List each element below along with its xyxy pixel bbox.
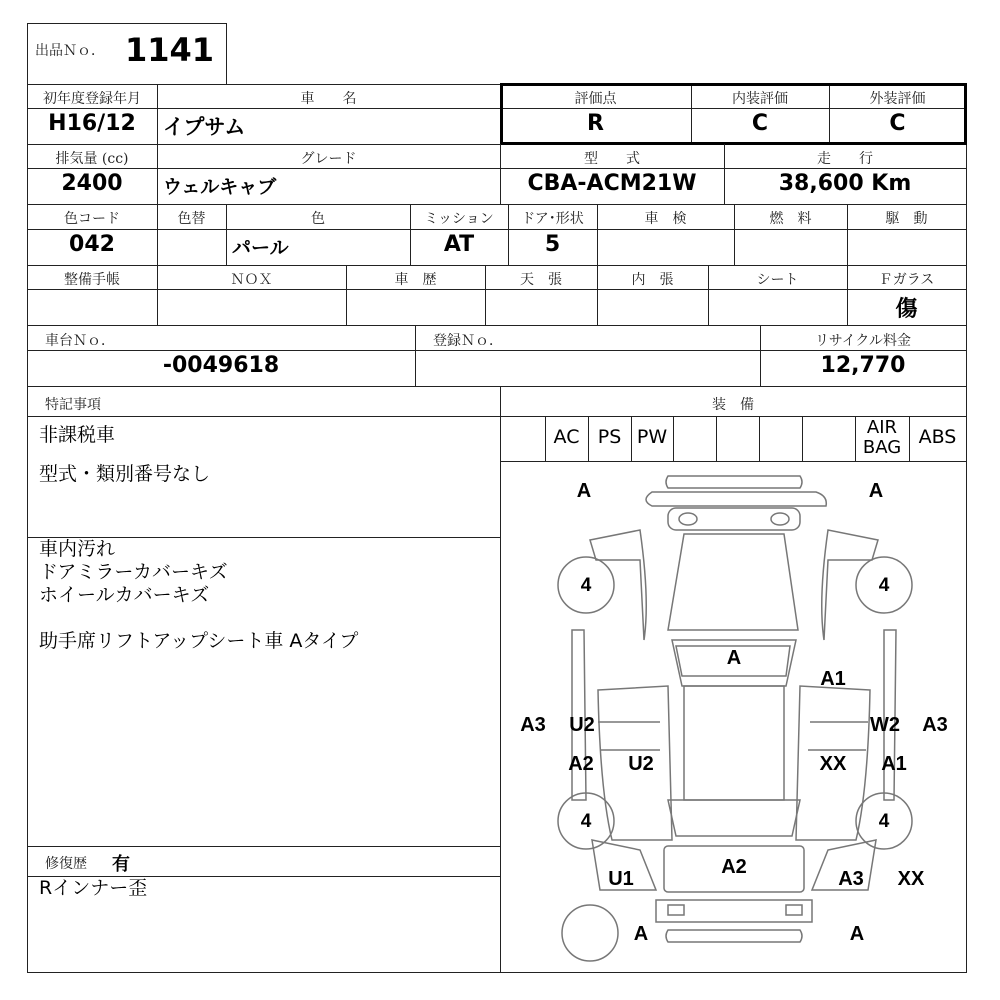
damage-mark-right-front-door: W2 bbox=[870, 714, 900, 736]
model-label: 型 式 bbox=[584, 151, 640, 167]
fglass-value: 傷 bbox=[895, 297, 918, 322]
note-line: ドアミラーカバーキズ bbox=[39, 561, 228, 583]
door-label: ドア･形状 bbox=[521, 211, 584, 227]
score-label: 評価点 bbox=[574, 91, 617, 107]
front-left-tire-depth: 4 bbox=[580, 575, 592, 596]
damage-mark-front-left: A bbox=[576, 480, 592, 502]
damage-mark-right-rear-door-b: A1 bbox=[881, 753, 907, 775]
equipment-item: ABS bbox=[918, 426, 957, 448]
equipment-label: 装 備 bbox=[712, 397, 754, 413]
repaint-label: 色替 bbox=[177, 211, 206, 227]
car-name-value: イプサム bbox=[163, 115, 246, 139]
lot-number: 1141 bbox=[125, 31, 215, 69]
chassis-label: 車台Ｎｏ． bbox=[45, 333, 115, 349]
mission-label: ミッション bbox=[424, 211, 494, 227]
notes-label: 特記事項 bbox=[45, 397, 101, 413]
repair-note: Rインナー歪 bbox=[39, 877, 148, 899]
grade-label: グレード bbox=[300, 151, 357, 167]
displacement-label: 排気量 (cc) bbox=[55, 151, 129, 167]
damage-mark-left-quarter: U1 bbox=[608, 868, 634, 890]
first-reg-label: 初年度登録年月 bbox=[43, 91, 141, 107]
nox-label: ＮＯＸ bbox=[230, 272, 273, 288]
note-line: 非課税車 bbox=[39, 424, 116, 446]
damage-mark-left-front-door: U2 bbox=[569, 714, 595, 736]
exterior-value: C bbox=[889, 111, 906, 136]
interior-value: C bbox=[751, 111, 769, 136]
damage-mark-rear-right: A bbox=[849, 923, 865, 945]
score-value: R bbox=[587, 111, 604, 136]
damage-mark-right-quarter: A3 bbox=[838, 868, 864, 890]
fglass-label: Ｆガラス bbox=[878, 272, 935, 288]
car-name-label: 車 名 bbox=[300, 91, 357, 107]
color-label: 色 bbox=[311, 211, 325, 227]
front-right-tire-depth: 4 bbox=[878, 575, 890, 596]
color-value: パール bbox=[232, 237, 289, 259]
color-code-label: 色コード bbox=[64, 211, 120, 227]
rear-left-tire-depth: 4 bbox=[580, 811, 592, 832]
lot-label: 出品Ｎｏ． bbox=[35, 43, 105, 59]
note-line: 助手席リフトアップシート車 Aタイプ bbox=[39, 630, 359, 652]
model-value: CBA-ACM21W bbox=[527, 171, 697, 196]
note-line: ホイールカバーキズ bbox=[39, 584, 210, 606]
repair-history-value: 有 bbox=[112, 854, 130, 875]
drive-label: 駆 動 bbox=[885, 211, 928, 227]
fuel-label: 燃 料 bbox=[769, 211, 812, 227]
maintenance-label: 整備手帳 bbox=[64, 272, 120, 288]
ceiling-label: 天 張 bbox=[520, 272, 562, 288]
recycle-label: リサイクル料金 bbox=[814, 333, 912, 349]
damage-mark-roof-rear: A2 bbox=[721, 856, 747, 878]
damage-mark-bonnet: A bbox=[726, 647, 742, 669]
interior-label: 内装評価 bbox=[732, 91, 788, 107]
first-reg-value: H16/12 bbox=[48, 111, 136, 136]
door-value: 5 bbox=[544, 232, 561, 257]
damage-mark-right-front-fender: A1 bbox=[820, 668, 846, 690]
displacement-value: 2400 bbox=[61, 171, 123, 196]
damage-mark-right-rear-door-a: XX bbox=[819, 753, 847, 775]
seat-label: シート bbox=[756, 272, 799, 288]
damage-mark-right-rear-corner: XX bbox=[897, 868, 925, 890]
note-line: 型式・類別番号なし bbox=[39, 463, 211, 485]
equipment-item: PS bbox=[597, 426, 622, 448]
color-code-value: 042 bbox=[69, 232, 115, 257]
mileage-value: 38,600 Km bbox=[778, 171, 912, 196]
damage-mark-left-rear-door-b: U2 bbox=[628, 753, 654, 775]
exterior-label: 外装評価 bbox=[869, 91, 926, 107]
damage-mark-left-rear-door-a: A2 bbox=[568, 753, 594, 775]
damage-mark-right-sill: A3 bbox=[922, 714, 948, 736]
damage-mark-rear-left: A bbox=[633, 923, 649, 945]
equipment-item-airbag: AIR BAG bbox=[862, 417, 902, 458]
registration-label: 登録Ｎｏ． bbox=[433, 333, 503, 349]
mission-value: AT bbox=[443, 232, 475, 257]
rear-right-tire-depth: 4 bbox=[878, 811, 890, 832]
inner-label: 内 張 bbox=[631, 272, 674, 288]
recycle-value: 12,770 bbox=[820, 353, 906, 378]
equipment-item: AC bbox=[553, 426, 580, 448]
equipment-item: PW bbox=[636, 426, 668, 448]
damage-mark-front-right: A bbox=[868, 480, 884, 502]
inspection-label: 車 検 bbox=[644, 211, 687, 227]
note-line: 車内汚れ bbox=[39, 538, 116, 560]
mileage-label: 走 行 bbox=[817, 151, 873, 167]
history-label: 車 歴 bbox=[394, 272, 437, 288]
chassis-value: -0049618 bbox=[162, 353, 280, 378]
grade-value: ウェルキャブ bbox=[163, 176, 277, 198]
damage-mark-left-sill: A3 bbox=[520, 714, 546, 736]
repair-history-label: 修復歴 bbox=[45, 856, 87, 872]
